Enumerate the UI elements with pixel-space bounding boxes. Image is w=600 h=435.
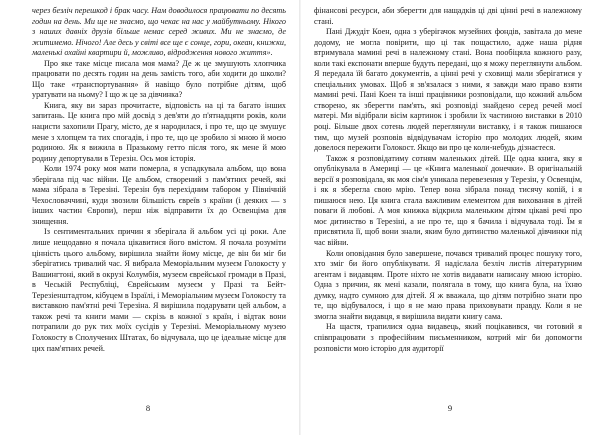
right-paragraph-2: Пані Джудіт Коен, одна з уберігачок музейних фондів, завітала до мене додому, не могла повірити, що ці так пощастило, адже наша рідня втримувала мамині речі в належному стані. Вона пообіцяла кожного разу, коли такі експонати вперше будуть передані, що я можу переглянути альбом. Я передала їй багато документів, а цінні речі у сховищі мали зберігатися у спеціальних умовах. Щоб я зв'язалася з ними, я завжди маю право взяти мамині речі. Пані Коен та інші працівники розповідали, що кожний альбом створено, як зберегти пам'ять, які розповіді знайдено серед речей моєї матері. Ми відібрали вісім картинок і зробили їх частиною виставки в 2010 році. Більше двох сотень людей переглянули виставку, і я також пишаюся тим, що музей розповів відвідувачам історію про молодих людей, яким довелося пережити Голокост. Якщо ви про це коли-небудь дізнаєтеся.	[314, 27, 582, 153]
right-paragraph-1: фінансові ресурси, аби зберегти для нащадків ці дві цінні речі в належному стані.	[314, 6, 582, 26]
right-page-number: 9	[447, 403, 453, 413]
left-paragraph-2: Про яке таке місце писала моя мама? Де ж це змушують хлопчика працювати по десять годин на день замість того, аби ходити до школи? Що таке «транспортування» й навіщо було потрібне дітям, щоб уратувати на ньому? І що ж це за дівчинка?	[32, 58, 286, 100]
left-paragraph-5: Із сентиментальних причин я зберігала й альбом усі ці роки. Але лише нещодавно я почала цікавитися його вмістом. Я почала розуміти цінність цього альбому, вирішила знайти йому місце, де він би міг би зберігатись тривалий час. Я вибрала Меморіальним музеєм Голокосту у Вашингтоні, який в окрузі Колумбія, музеєм єврейської громади в Празі, в Чеській Республіці, Єврейським музеєм у Празі та Бейт-Терезіенштадтом, кібуцем в Ізраїлі, і Меморіальним музеєм Голокосту та виставкою пам'ятні речі Терезіна. Я вирішила подарувати цей альбом, а також речі та книги мами — скрізь в кожної з країн, і відтак вони потрапили до рук тих моїх сусідів у Терезіні. Меморіальному музею Голокосту в Сполучених Штатах, бо відчувала, що це ідеальне місце для цих пам'ятних речей.	[32, 227, 286, 353]
right-paragraph-3: Також я розповідатиму сотням маленьких дітей. Ще одна книга, яку я опублікувала в Америці — це «Книга маленької донечки». В оригінальній версії я розповідала, як моя сім'я уникала перевезення у Терезін, у Освенцім, і як я зберегла свою мрію. Тепер вона зібрала понад тисячу копій, і я пишаюся нею. Ця книга стала важливим елементом для виховання в дітей поваги й любові. А моя книжка відкрила маленьким дітям цікаві речі про моє дитинство в Терезіні, а не про те, що я бачила і відчувала тоді. Їм я присвятила її, щоб вони знали, яким було дитинство маленької дівчинки під час війни.	[314, 153, 582, 248]
left-paragraph-4: Коли 1974 року моя мати померла, я успадкувала альбом, що вона зберігала під час війни. Це альбом, створений з пам'ятних речей, які мама зібрала в Терезіні. Терезін був перехідним табором у Північній Чехословаччині, куди звозили більшість євреїв з країни (і деяких — з інших частин Європи), перш ніж відправити їх до Освенціма для знищення.	[32, 164, 286, 226]
right-paragraph-5: На щастя, трапилися одна видавець, який поцікавився, чи готовий я співпрацювати з професійним письменником, котрий міг би допомогти розповісти мою історію для аудиторії	[314, 322, 582, 353]
left-paragraph-1: через безліч перешкод і брак часу. Нам доводилося працювати по десять годин на день. Ми ще не знаємо, що чекає на нас у майбутньому. Нікого з наших давніх друзів більше немає серед живих. Ми не знаємо, де житимемо. Нічого! Але десь у світі все ще є сонце, гори, океан, книжки, маленькі охайні квартири й, можливо, відродження нового життя».	[32, 6, 286, 58]
right-paragraph-4: Коли оповідання було завершене, почався тривалий процес пошуку того, хто зміг би його опублікувати. Я надіслала безліч листів літературним агентам і видавцям. Проте ніхто не хотів видавати написану мною історію. Одна з причин, як мені казали, полягала в тому, що книга була, на їхню думку, надто сумною для дітей. Я ж вважала, що дітям потрібно знати про те, що відбувалося, і що я не маю права приховувати правду. Коли я не змогла знайти видавця, я вирішила видати книгу сама.	[314, 248, 582, 321]
right-page	[300, 0, 600, 435]
left-page-number: 8	[145, 403, 151, 413]
left-paragraph-3: Книга, яку ви зараз прочитаєте, відповість на ці та багато інших запитань. Це книга про мій досвід з дев'яти до п'ятнадцяти років, коли нацисти захопили Прагу, місто, де я народилася, і про те, що це змушує мене з хлопцем та тих спогадів, і про те, що це зробило зі мною й моєю родиною. Як я вижила в Празькому гетто після того, як мене й мою родину депортували в Терезін. Ось моя історія.	[32, 100, 286, 163]
